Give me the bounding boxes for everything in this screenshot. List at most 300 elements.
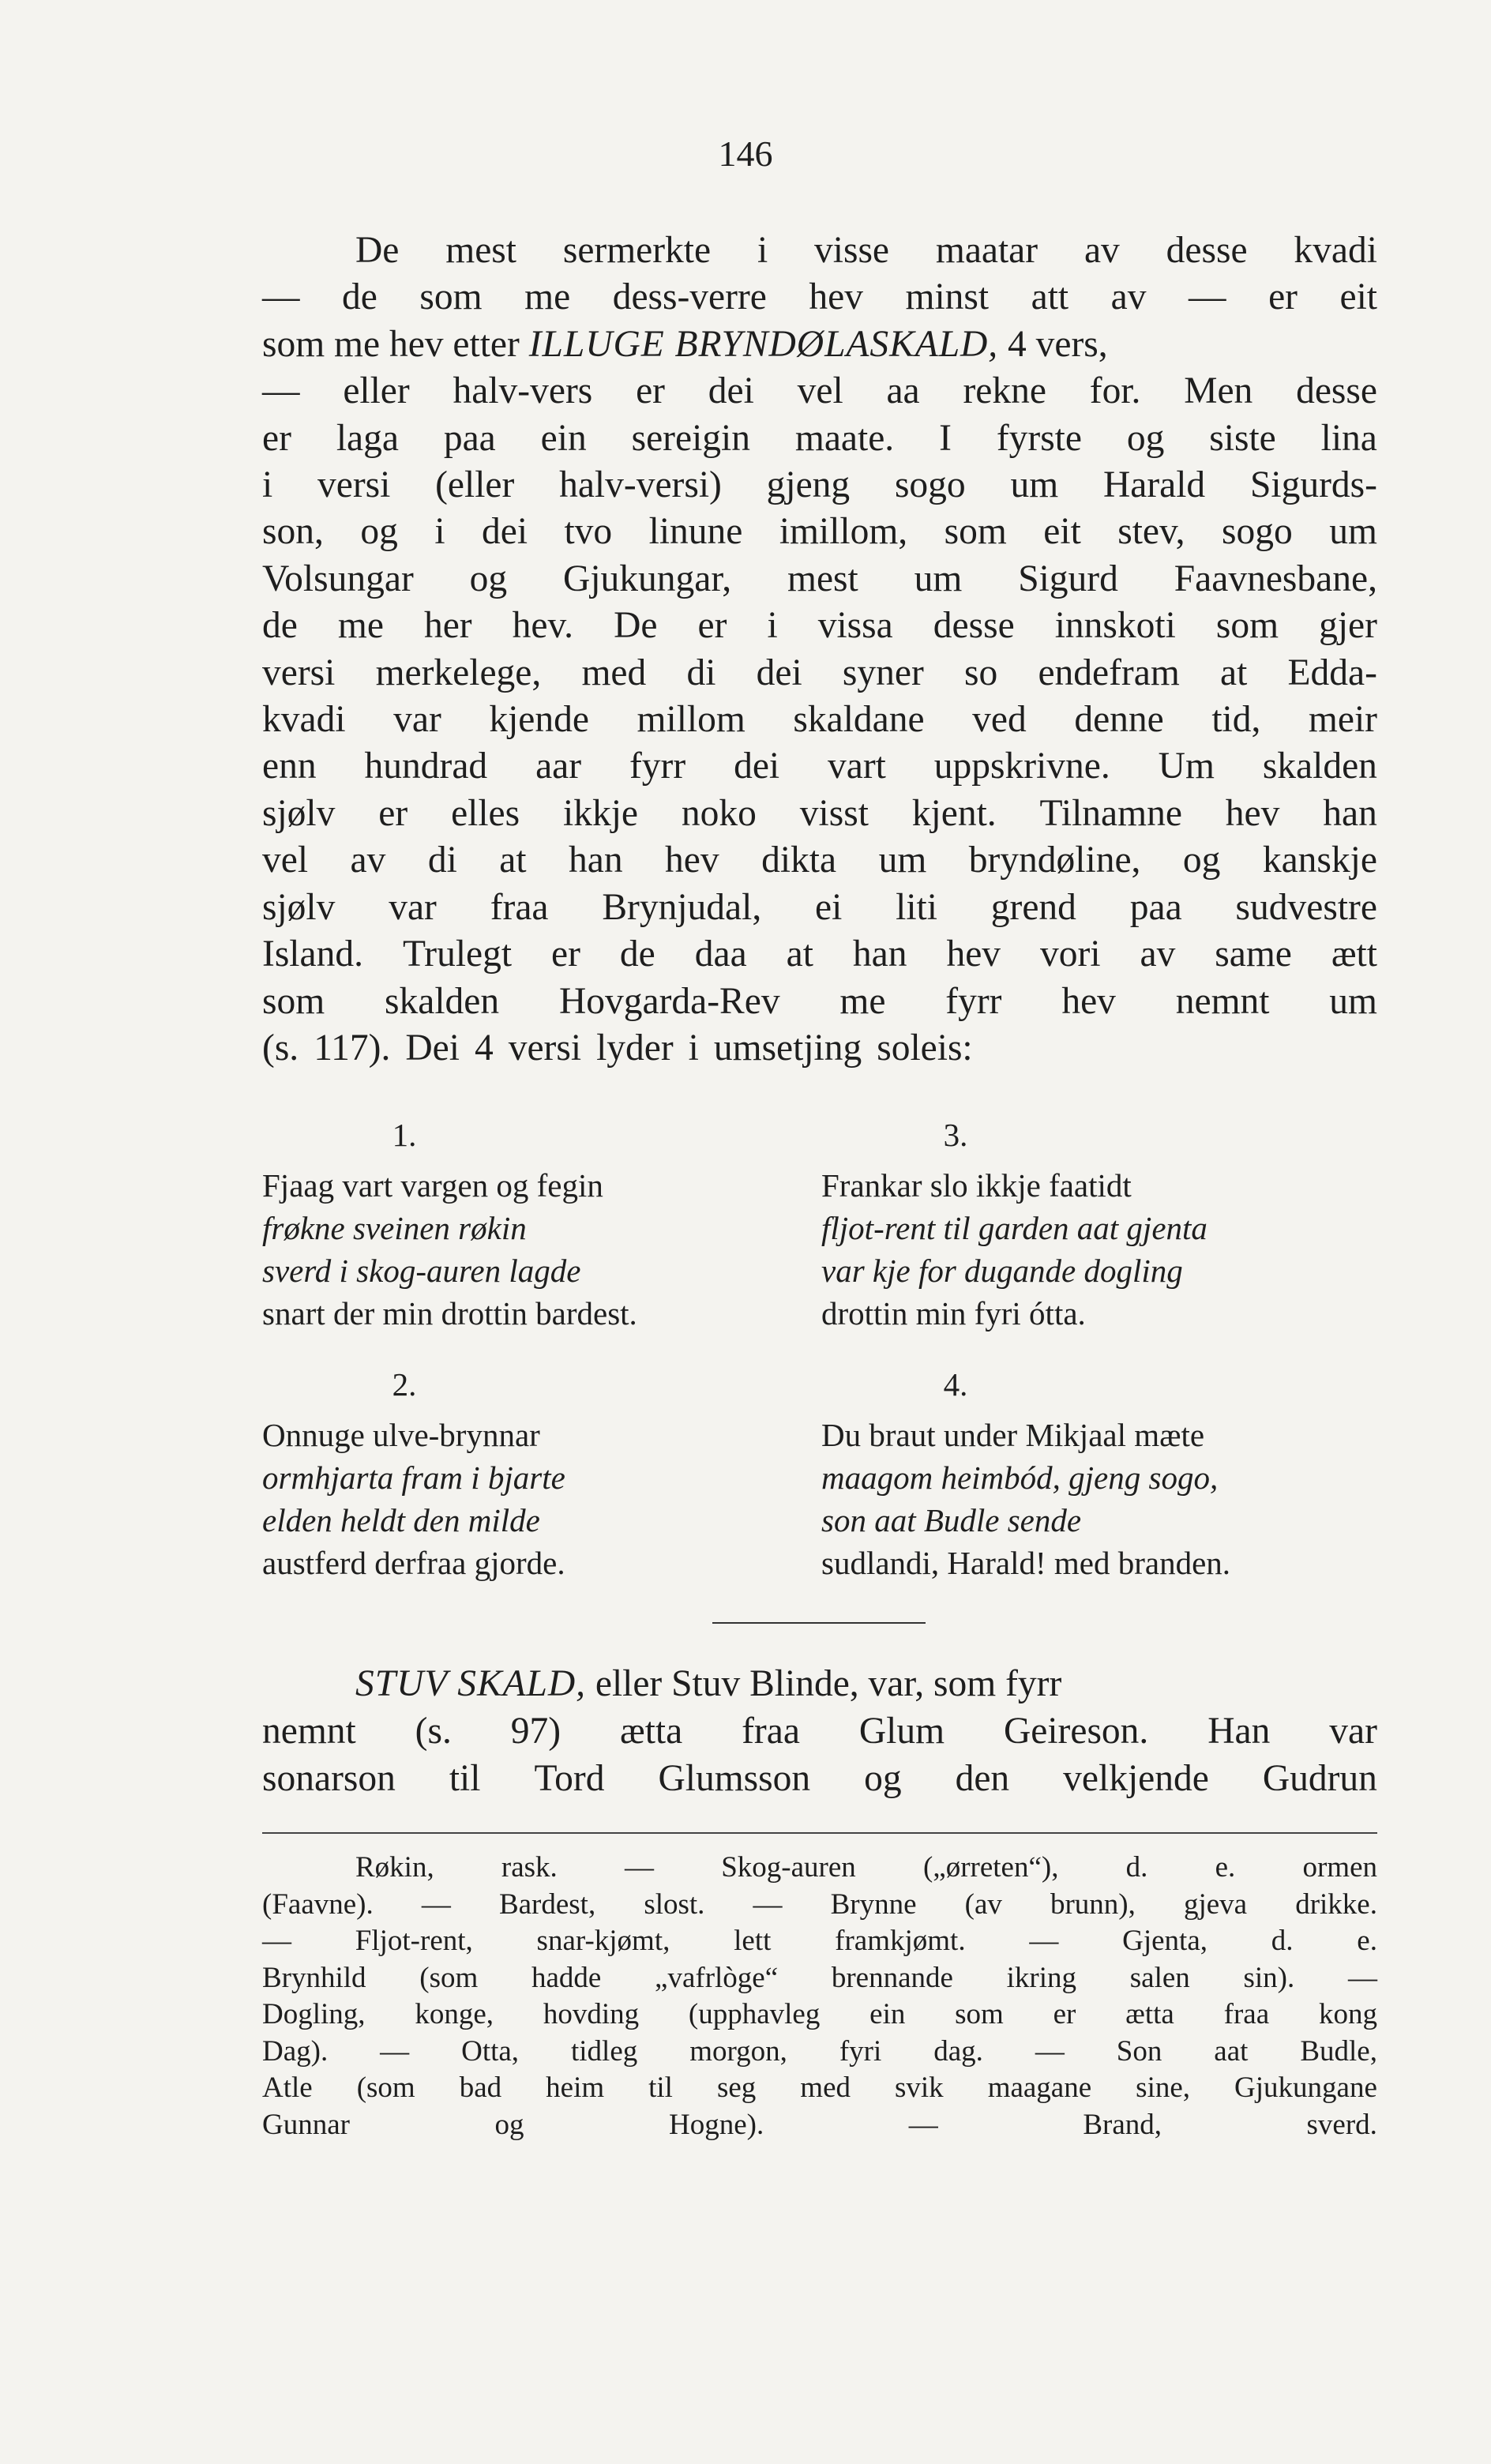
word: vel <box>797 370 843 412</box>
word: som <box>955 1998 1004 2030</box>
word: dei <box>481 511 528 553</box>
stanza-3 <box>821 1114 1406 1335</box>
word: um <box>1329 980 1377 1022</box>
stanza-1 <box>262 1114 847 1335</box>
word: fyrr <box>945 980 1002 1022</box>
word: denne <box>1074 699 1164 741</box>
word: er <box>378 792 408 834</box>
word: syner <box>842 652 924 693</box>
word: dei <box>708 370 754 412</box>
word: Um <box>1158 746 1215 787</box>
main-paragraph-line <box>262 697 1377 743</box>
word: brennande <box>831 1961 953 1994</box>
word: framkjømt. <box>835 1925 966 1957</box>
main-paragraph-line <box>262 603 1377 649</box>
word: med <box>581 652 647 693</box>
word: — <box>1189 276 1226 318</box>
word: er <box>1268 276 1298 318</box>
word: av <box>1084 230 1120 271</box>
word: og <box>1182 839 1221 881</box>
main-paragraph-line <box>262 931 1377 978</box>
word: heim <box>546 2071 605 2104</box>
word: aa <box>886 370 920 412</box>
word: fraa <box>742 1711 800 1752</box>
word: — <box>262 276 300 318</box>
verse-line: snart der min drottin bardest. <box>262 1295 637 1332</box>
word: Skog-auren <box>721 1851 856 1884</box>
verse-line: frøkne sveinen røkin <box>262 1210 527 1246</box>
footnote-line <box>262 1923 1377 1960</box>
word: kjende <box>489 699 589 741</box>
word: rask. <box>501 1851 558 1884</box>
word: linune <box>648 511 743 553</box>
word: Gudrun <box>1262 1758 1377 1799</box>
word: sjølv <box>262 792 336 834</box>
word: merkelege, <box>375 652 542 693</box>
word: Hovgarda-Rev <box>558 980 780 1022</box>
main-paragraph-line <box>262 1025 1377 1072</box>
word: paa <box>443 417 496 459</box>
word: maate. <box>794 417 895 459</box>
word: ein <box>540 417 587 459</box>
main-paragraph-line <box>262 462 1377 509</box>
word: ætt <box>1331 933 1377 975</box>
word: salen <box>1129 1961 1190 1994</box>
word: Tord <box>534 1758 605 1799</box>
word: fyri <box>839 2034 882 2068</box>
stuv-line <box>262 1660 1377 1707</box>
word: eit <box>1043 511 1081 553</box>
word: endefram <box>1038 652 1180 693</box>
word: sin). <box>1243 1961 1295 1994</box>
word: um <box>1329 511 1377 553</box>
word: mest <box>787 558 858 599</box>
word: ikkje <box>563 792 638 834</box>
word: at <box>1220 652 1248 693</box>
word: i <box>688 1027 699 1069</box>
word: at <box>499 839 527 881</box>
word: tidleg <box>570 2034 638 2068</box>
main-paragraph-line <box>262 415 1377 462</box>
word: og <box>1126 417 1165 459</box>
text-segment: som me hev etter <box>262 323 529 365</box>
word: med <box>800 2071 851 2104</box>
verse-line: Onnuge ulve-brynnar <box>262 1417 540 1453</box>
verse-line: son aat Budle sende <box>821 1502 1082 1538</box>
word: han <box>852 933 907 975</box>
word: d. <box>1125 1851 1148 1884</box>
word: — <box>262 370 300 412</box>
footnote-rule <box>262 1832 1377 1834</box>
word: Glumsson <box>658 1758 811 1799</box>
word: drikke. <box>1295 1887 1377 1921</box>
word: bad <box>459 2071 502 2104</box>
word: av <box>1110 276 1147 318</box>
word: at <box>786 933 813 975</box>
word: I <box>939 417 952 459</box>
text-segment: eller Stuv Blinde, var, som fyrr <box>586 1663 1062 1704</box>
word: og <box>864 1758 902 1799</box>
word: som <box>944 511 1007 553</box>
word: att <box>1031 276 1069 318</box>
word: og <box>494 2108 524 2141</box>
word: sereigin <box>631 417 750 459</box>
word: den <box>955 1758 1010 1799</box>
word: (s. <box>415 1711 452 1752</box>
word: dei <box>756 652 802 693</box>
word: halv-vers <box>453 370 593 412</box>
main-paragraph-line <box>262 274 1377 321</box>
word: umsetjing <box>713 1027 862 1069</box>
word: — <box>908 2108 938 2141</box>
word: er <box>262 417 291 459</box>
verse-line: Fjaag vart vargen og fegin <box>262 1167 603 1204</box>
stanza-4 <box>821 1363 1406 1584</box>
word: maagane <box>987 2071 1092 2104</box>
word: var <box>389 886 437 928</box>
word: velkjende <box>1063 1758 1209 1799</box>
word: som <box>262 980 325 1022</box>
word: Brand, <box>1083 2108 1162 2141</box>
word: — <box>753 1887 783 1921</box>
word: um <box>914 558 963 599</box>
word: fraa <box>490 886 549 928</box>
author-name: STUV SKALD, <box>355 1663 586 1704</box>
word: Island. <box>262 933 363 975</box>
verse-line: Frankar slo ikkje faatidt <box>821 1167 1132 1204</box>
word: kanskje <box>1262 839 1377 881</box>
word: Bardest, <box>498 1887 596 1921</box>
word: versi <box>317 464 391 506</box>
word: — <box>1347 1961 1377 1994</box>
word: slost. <box>644 1887 705 1921</box>
word: e. <box>1357 1925 1377 1957</box>
word: — <box>262 1925 291 1957</box>
word: nemnt <box>262 1711 356 1752</box>
word: ætta <box>1125 1998 1174 2030</box>
word: stev, <box>1117 511 1185 553</box>
stanza-number: 2. <box>392 1366 417 1403</box>
word: enn <box>262 746 317 787</box>
word: ormen <box>1302 1851 1377 1884</box>
word: hev <box>946 933 1001 975</box>
stuv-skald-paragraph <box>262 1660 1377 1802</box>
word: eller <box>343 370 410 412</box>
word: Dei <box>405 1027 460 1069</box>
word: de <box>619 933 655 975</box>
word: di <box>686 652 716 693</box>
word: hadde <box>531 1961 602 1994</box>
word: Fljot-rent, <box>355 1925 473 1957</box>
word: son, <box>262 511 324 553</box>
word: de <box>342 276 377 318</box>
word: er <box>551 933 580 975</box>
word: Harald <box>1102 464 1206 506</box>
word: visst <box>799 792 869 834</box>
footnote-line <box>262 2107 1377 2144</box>
stanza-2 <box>262 1363 847 1584</box>
verse-line: fljot-rent til garden aat gjenta <box>821 1210 1207 1246</box>
word: snar-kjømt, <box>536 1925 670 1957</box>
stanza-number: 3. <box>943 1117 968 1153</box>
word: Glum <box>858 1711 945 1752</box>
word: var <box>1329 1711 1377 1752</box>
word: paa <box>1129 886 1182 928</box>
word: versi <box>508 1027 582 1069</box>
verse-line: sudlandi, Harald! med branden. <box>821 1545 1231 1581</box>
word: „vafrlòge“ <box>655 1961 779 1994</box>
word: Trulegt <box>402 933 513 975</box>
main-paragraph-line <box>262 791 1377 837</box>
word: elles <box>451 792 520 834</box>
word: — <box>625 1851 654 1884</box>
word: sogo <box>1222 511 1293 553</box>
word: (av <box>964 1887 1002 1921</box>
word: dei <box>734 746 780 787</box>
word: Tilnamne <box>1039 792 1182 834</box>
main-paragraph-line <box>262 978 1377 1025</box>
word: dikta <box>761 839 837 881</box>
word: tid, <box>1211 699 1261 741</box>
word: ein <box>869 1998 906 2030</box>
word: De <box>355 230 400 271</box>
word: sjølv <box>262 886 336 928</box>
word: um <box>1010 464 1059 506</box>
word: til <box>648 2071 673 2104</box>
word: me <box>337 605 384 647</box>
word: sonarson <box>262 1758 396 1799</box>
word: (som <box>419 1961 479 1994</box>
word: Son <box>1116 2034 1162 2068</box>
main-paragraph-line <box>262 227 1377 274</box>
word: brunn), <box>1050 1887 1136 1921</box>
word: sudvestre <box>1235 886 1377 928</box>
word: Gjukungar, <box>563 558 732 599</box>
word: Røkin, <box>355 1851 434 1884</box>
word: seg <box>716 2071 757 2104</box>
word: som <box>1215 605 1279 647</box>
word: desse <box>1296 370 1377 412</box>
word: morgon, <box>689 2034 787 2068</box>
word: De <box>614 605 658 647</box>
main-paragraph-line <box>262 837 1377 884</box>
main-paragraph-line <box>262 650 1377 697</box>
word: svik <box>895 2071 944 2104</box>
footnote-line <box>262 2034 1377 2071</box>
word: Otta, <box>461 2034 520 2068</box>
word: Sigurds- <box>1249 464 1377 506</box>
main-paragraph-line <box>262 885 1377 931</box>
word: her <box>423 605 472 647</box>
word: lett <box>734 1925 772 1957</box>
word: desse <box>1166 230 1248 271</box>
word: i <box>434 511 445 553</box>
word: lina <box>1320 417 1377 459</box>
word: i <box>767 605 778 647</box>
word: til <box>449 1758 481 1799</box>
word: 117). <box>314 1027 391 1069</box>
section-separator <box>712 1622 926 1624</box>
word: vel <box>262 839 309 881</box>
word: 97) <box>510 1711 561 1752</box>
verse-line: austferd derfraa gjorde. <box>262 1545 565 1581</box>
stanza-number: 1. <box>392 1117 417 1153</box>
verse-line: var kje for dugande dogling <box>821 1253 1183 1289</box>
verse-line: sverd i skog-auren lagde <box>262 1253 581 1289</box>
word: — <box>421 1887 451 1921</box>
word: er <box>697 605 727 647</box>
footnote-line <box>262 1960 1377 1997</box>
word: vissa <box>817 605 893 647</box>
word: meir <box>1308 699 1377 741</box>
word: Gunnar <box>262 2108 350 2141</box>
word: innskoti <box>1054 605 1176 647</box>
verse-line: maagom heimbód, gjeng sogo, <box>821 1459 1219 1496</box>
word: same <box>1215 933 1292 975</box>
verse-line: ormhjarta fram i bjarte <box>262 1459 565 1496</box>
word: dag. <box>933 2034 983 2068</box>
word: Men <box>1184 370 1253 412</box>
main-paragraph-line <box>262 743 1377 790</box>
word: imillom, <box>779 511 908 553</box>
word: ved <box>972 699 1027 741</box>
main-paragraph-line <box>262 368 1377 415</box>
word: halv-versi) <box>559 464 722 506</box>
word: ikring <box>1006 1961 1077 1994</box>
footnotes <box>262 1850 1377 2143</box>
word: hev <box>1225 792 1280 834</box>
word: Faavnesbane, <box>1174 558 1377 599</box>
word: av <box>1140 933 1176 975</box>
text-segment: 4 vers, <box>998 323 1108 365</box>
word: — <box>380 2034 410 2068</box>
word: sermerkte <box>562 230 712 271</box>
word: kvadi <box>262 699 346 741</box>
word: han <box>1323 792 1377 834</box>
word: skaldane <box>793 699 925 741</box>
verse-line: elden heldt den milde <box>262 1502 540 1538</box>
word: (eller <box>435 464 515 506</box>
footnote-line <box>262 1887 1377 1924</box>
word: kvadi <box>1294 230 1377 271</box>
word: („ørreten“), <box>922 1851 1059 1884</box>
word: siste <box>1209 417 1276 459</box>
word: fyrr <box>629 746 686 787</box>
word: gjeva <box>1183 1887 1248 1921</box>
word: konge, <box>415 1998 494 2030</box>
word: Brynhild <box>262 1961 366 1994</box>
word: Budle, <box>1300 2034 1377 2068</box>
word: i <box>757 230 768 271</box>
word: d. <box>1271 1925 1294 1957</box>
word: hev. <box>512 605 574 647</box>
word: fyrste <box>996 417 1082 459</box>
word: uppskrivne. <box>933 746 1110 787</box>
word: (upphavleg <box>688 1998 821 2030</box>
word: (s. <box>262 1027 299 1069</box>
main-paragraph-line <box>262 321 1377 368</box>
word: rekne <box>963 370 1046 412</box>
footnote-line <box>262 1850 1377 1887</box>
word: mest <box>445 230 516 271</box>
word: desse <box>933 605 1015 647</box>
main-paragraph <box>262 227 1377 1072</box>
word: gjer <box>1319 605 1377 647</box>
word: eit <box>1339 276 1377 318</box>
word: 4 <box>474 1027 494 1069</box>
word: Dogling, <box>262 1998 366 2030</box>
word: Hogne). <box>669 2108 764 2141</box>
word: gjeng <box>766 464 851 506</box>
word: liti <box>896 886 937 928</box>
word: i <box>262 464 273 506</box>
word: Sigurd <box>1018 558 1118 599</box>
word: — <box>1029 1925 1059 1957</box>
word: var <box>393 699 441 741</box>
word: sogo <box>894 464 966 506</box>
word: Dag). <box>262 2034 329 2068</box>
word: vori <box>1040 933 1101 975</box>
word: kjent. <box>911 792 997 834</box>
word: for. <box>1089 370 1141 412</box>
stuv-line <box>262 1755 1377 1802</box>
word: sverd. <box>1306 2108 1377 2141</box>
word: og <box>469 558 508 599</box>
author-name: ILLUGE BRYNDØLASKALD, <box>528 323 999 365</box>
word: maatar <box>935 230 1038 271</box>
word: grend <box>990 886 1076 928</box>
word: versi <box>262 652 336 693</box>
word: og <box>360 511 398 553</box>
word: di <box>427 839 457 881</box>
word: nemnt <box>1175 980 1270 1022</box>
word: minst <box>905 276 990 318</box>
word: hundrad <box>364 746 488 787</box>
word: aar <box>535 746 582 787</box>
word: — <box>1035 2034 1065 2068</box>
stuv-line <box>262 1707 1377 1755</box>
word: Geireson. <box>1003 1711 1149 1752</box>
footnote-line <box>262 2070 1377 2107</box>
word: e. <box>1215 1851 1236 1884</box>
page-number: 146 <box>718 133 773 174</box>
word: Brynjudal, <box>602 886 762 928</box>
word: noko <box>681 792 757 834</box>
word: sine, <box>1136 2071 1191 2104</box>
word: visse <box>814 230 890 271</box>
word: de <box>262 605 298 647</box>
word: soleis: <box>877 1027 973 1069</box>
word: hovding <box>543 1998 640 2030</box>
word: fraa <box>1223 1998 1270 2030</box>
word: hev <box>809 276 863 318</box>
word: lyder <box>596 1027 674 1069</box>
word: so <box>963 652 998 693</box>
word: er <box>636 370 665 412</box>
word: er <box>1053 1998 1076 2030</box>
word: skalden <box>1262 746 1377 787</box>
word: kong <box>1318 1998 1377 2030</box>
word: me <box>839 980 886 1022</box>
word: Gjukungane <box>1234 2071 1377 2104</box>
word: daa <box>694 933 747 975</box>
word: laga <box>336 417 399 459</box>
word: me <box>524 276 571 318</box>
word: tvo <box>564 511 613 553</box>
footnote-line <box>262 1996 1377 2034</box>
word: um <box>878 839 927 881</box>
word: Edda- <box>1287 652 1377 693</box>
